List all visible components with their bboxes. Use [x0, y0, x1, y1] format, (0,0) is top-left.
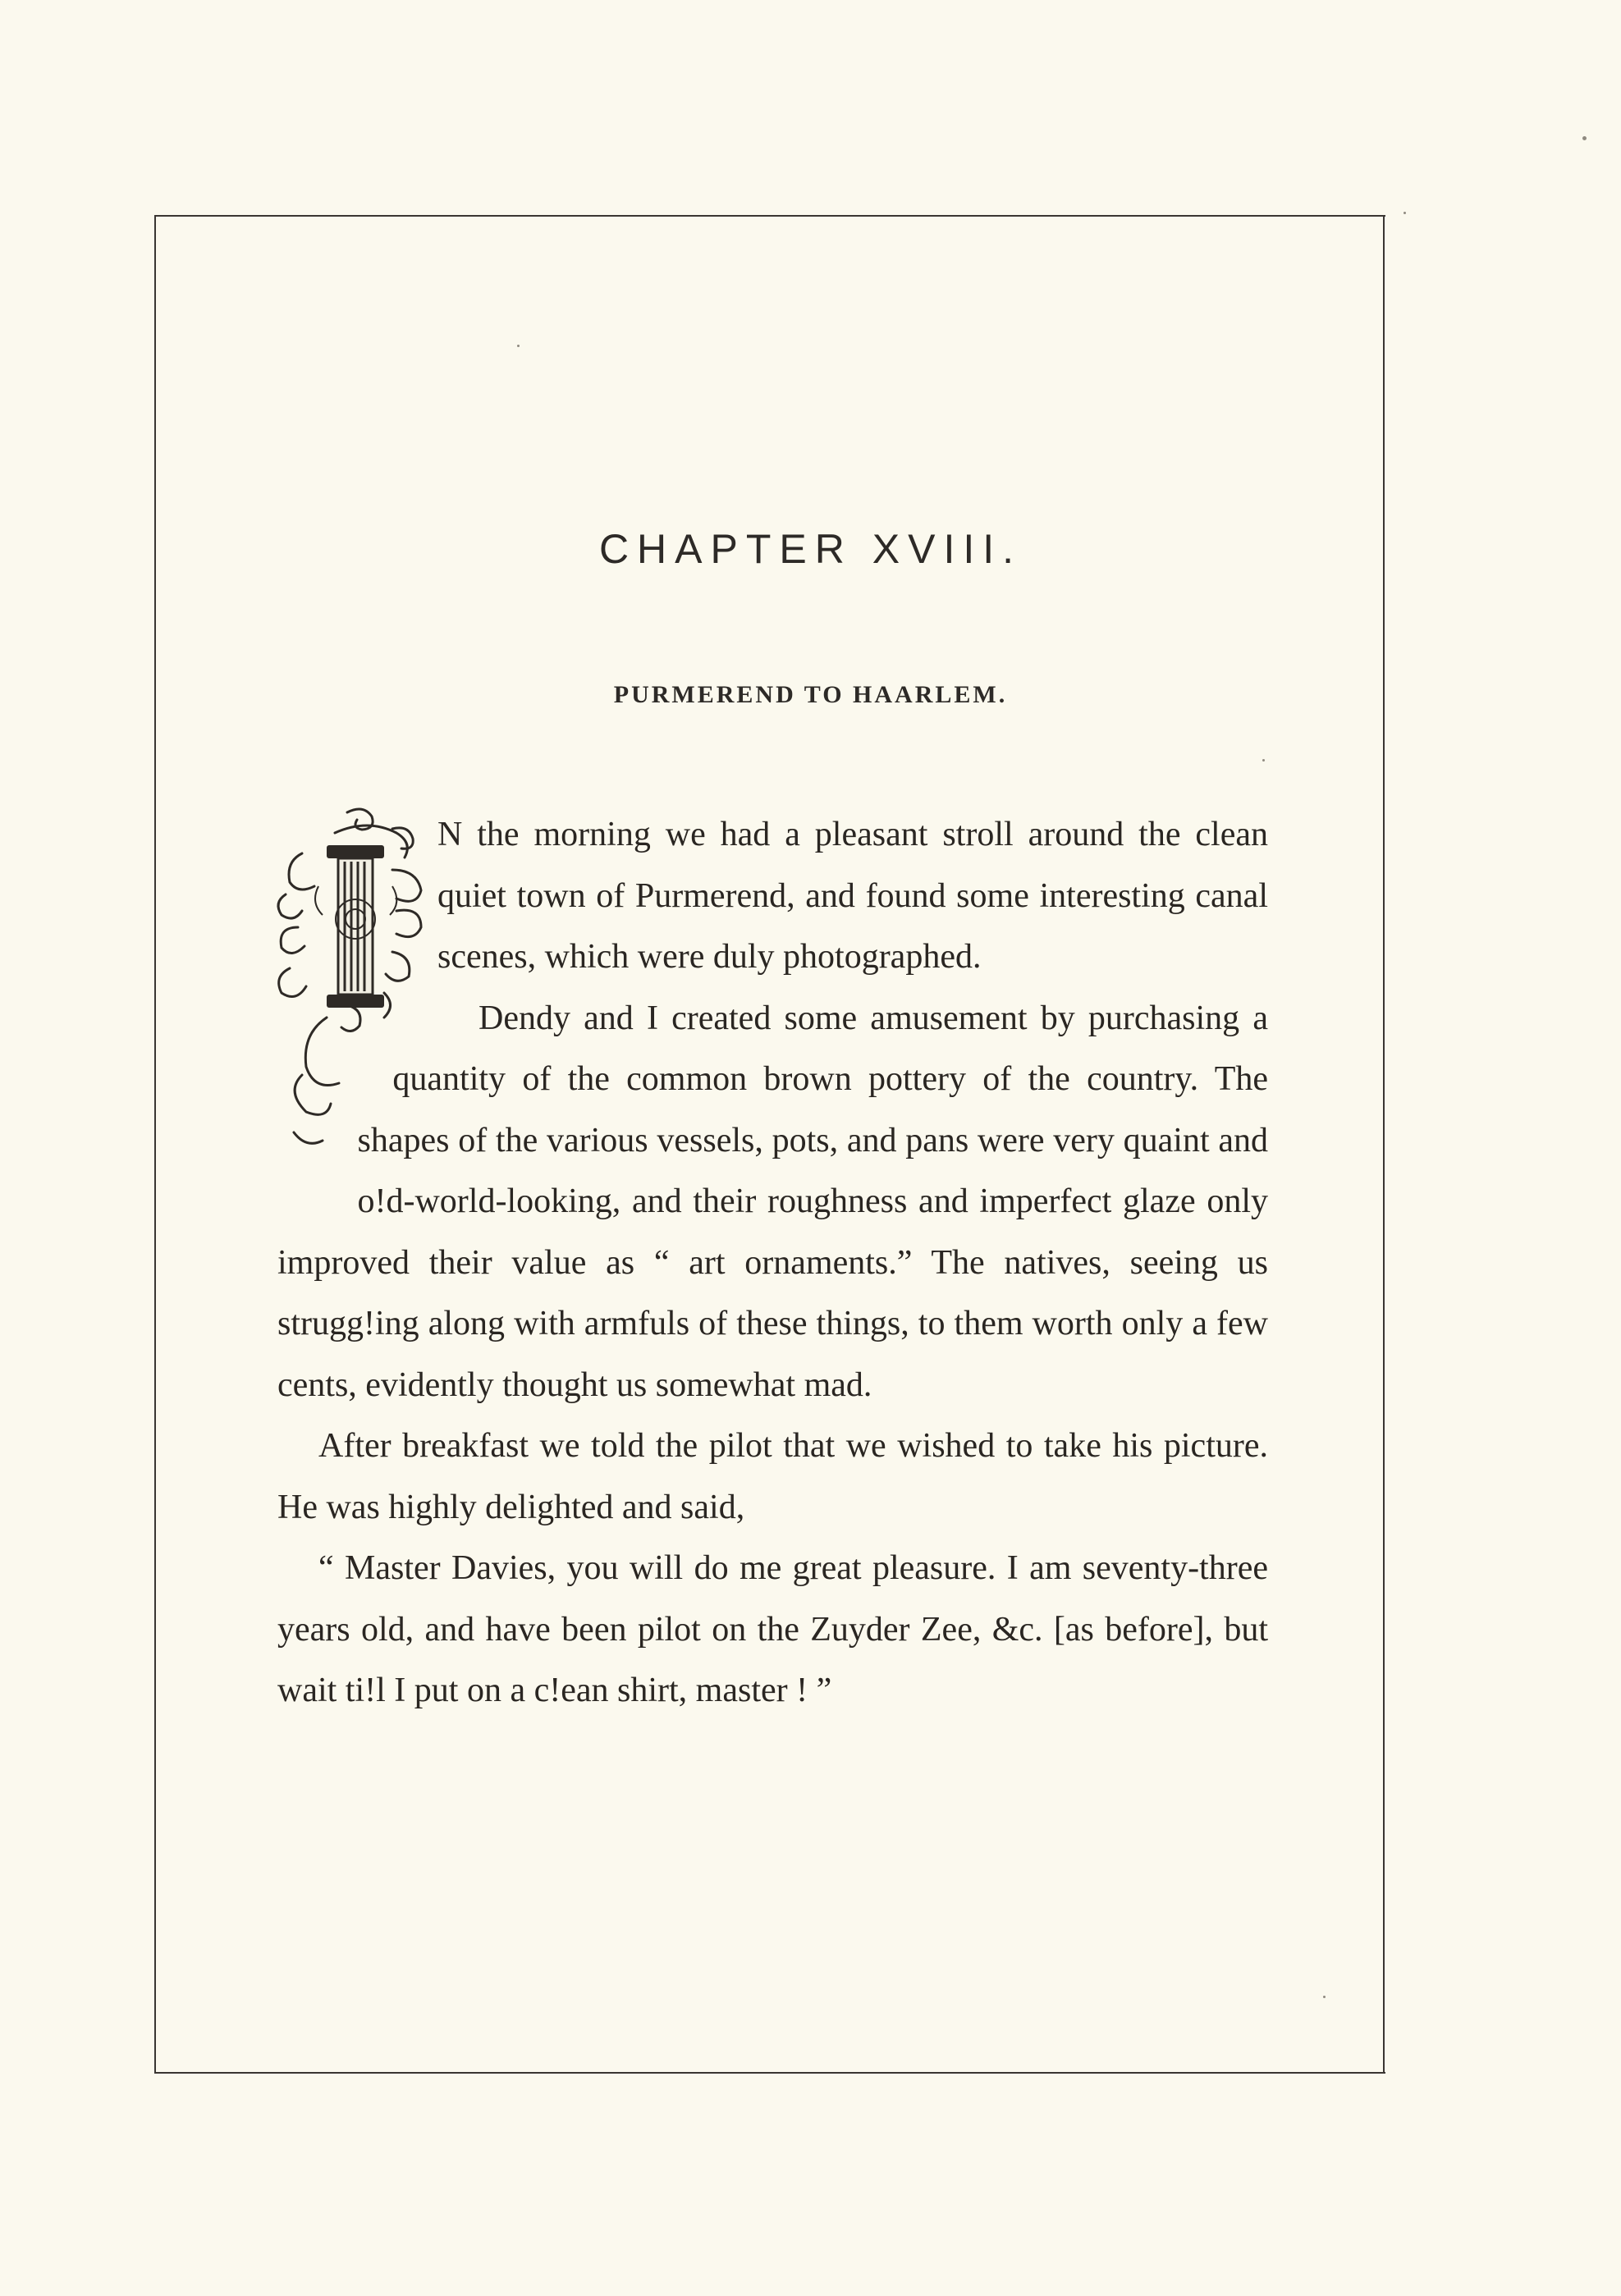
paragraph-2: Dendy and I created some amusement by purchasing a quantity of the common brown pottery of the country. The shapes of the various vessels, pots, and pans were very quaint and o!d-world-looking, and their roughness and imperfect glaze only improved their value as “ art ornaments.” The natives, seeing us strugg!ing along with armfuls of these things, to them worth only a few cents, evidently thought us somewhat mad. — [277, 999, 1268, 1404]
body-text — [277, 804, 1268, 1722]
frame-left-rule — [154, 215, 156, 2074]
frame-top-rule — [154, 215, 1385, 217]
frame-right-rule — [1383, 215, 1385, 2074]
paragraph-1: N the morning we had a pleasant stroll around the clean quiet town of Purmerend, and found some interesting canal scenes, which were duly photographed. — [437, 816, 1268, 976]
chapter-subtitle: PURMEREND TO HAARLEM. — [613, 681, 1008, 708]
frame-bottom-rule — [154, 2072, 1385, 2074]
paragraph-3: After breakfast we told the pilot that we wished to take his picture. He was highly delighted and said, — [277, 1427, 1268, 1526]
chapter-heading: CHAPTER XVIII. — [598, 526, 1023, 572]
paragraph-4: “ Master Davies, you will do me great pleasure. I am seventy-three years old, and have been pilot on the Zuyder Zee, &c. [as before], but wait ti!l I put on a c!ean shirt, master ! ” — [277, 1549, 1268, 1709]
